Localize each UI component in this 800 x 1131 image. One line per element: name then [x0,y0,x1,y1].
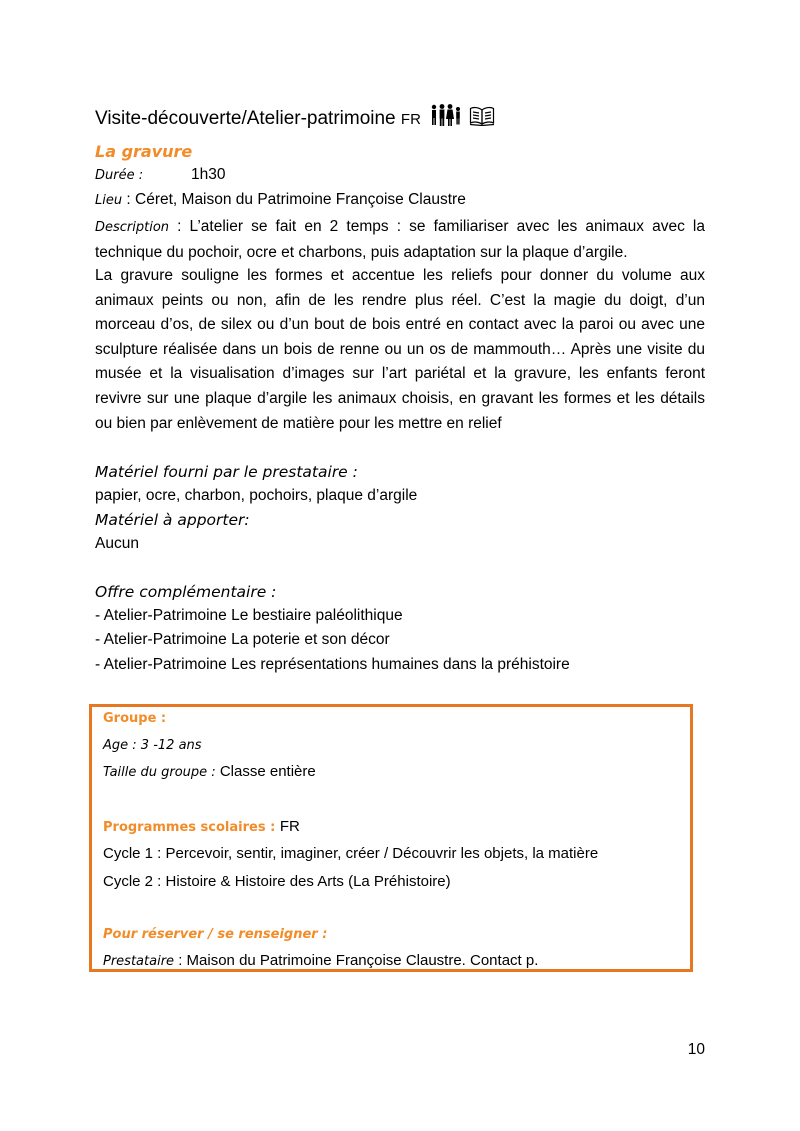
groupe-heading: Groupe : [103,711,167,726]
taille-label: Taille du groupe : [103,765,220,780]
duree-value: 1h30 [191,166,226,183]
age-line [103,736,202,753]
lieu-value: : Céret, Maison du Patrimoine Françoise Claustre [122,191,466,208]
page-number: 10 [687,1041,705,1058]
offre-label: Offre complémentaire : [95,583,277,601]
age-value: 3 -12 ans [140,738,202,753]
materiel-fourni-label: Matériel fourni par le prestataire : [95,463,358,481]
audience-icons [430,104,495,132]
lieu-line [95,191,466,209]
offre-item: - Atelier-Patrimoine Le bestiaire paléolithique [95,607,403,624]
header-lang: FR [400,111,421,128]
cycle-1: Cycle 1 : Percevoir, sentir, imaginer, créer / Découvrir les objets, la matière [103,845,599,862]
offre-item: - Atelier-Patrimoine La poterie et son décor [95,631,390,648]
materiel-fourni-value: papier, ocre, charbon, pochoirs, plaque d’argile [95,487,418,504]
programmes-line [103,818,300,835]
programmes-value: FR [279,818,300,835]
description-text-1: : L’atelier se fait en 2 temps : se familiariser avec les animaux avec la technique du pochoir, ocre et charbons, puis adaptation sur la plaque d’argile. [95,218,705,261]
header-line [95,104,495,132]
lieu-label: Lieu [95,193,123,208]
prestataire-line [103,952,538,969]
prestataire-label: Prestataire [103,954,175,969]
activity-title: La gravure [95,142,193,161]
family-icon [430,104,464,126]
age-label: Age : [103,738,141,753]
cycle-2: Cycle 2 : Histoire & Histoire des Arts (La Préhistoire) [103,873,451,890]
materiel-apporter-label: Matériel à apporter: [95,511,250,529]
taille-value: Classe entière [219,763,316,780]
duree-label: Durée [95,168,135,183]
taille-line [103,763,316,780]
description-paragraph-1 [95,215,705,265]
offre-item: - Atelier-Patrimoine Les représentations humaines dans la préhistoire [95,656,570,673]
materiel-apporter-value: Aucun [95,535,139,552]
prestataire-value: : Maison du Patrimoine Françoise Claustre. Contact p. [174,952,539,969]
book-icon [469,106,495,126]
header-title: Visite-découverte/Atelier-patrimoine [95,108,396,129]
duree-line [95,166,226,184]
info-box [89,704,693,972]
programmes-heading: Programmes scolaires : [103,820,280,835]
reserver-heading: Pour réserver / se renseigner : [103,927,328,942]
description-paragraph-2: La gravure souligne les formes et accentue les reliefs pour donner du volume aux animaux peints ou non, afin de les rendre plus réel. C’est la magie du doigt, d’un morceau d’os, de silex ou d’un bout de bois entré en contact avec la paroi ou avec une sculpture réalisée dans un bois de renne ou un os de mammouth… Après une visite du musée et la visualisation d’images sur l’art pariétal et la gravure, les enfants feront revivre sur une plaque d’argile les animaux choisis, en gravant les formes et les détails ou bien par enlèvement de matière pour les mettre en relief [95,267,705,432]
duree-separator: : [134,168,144,183]
description-label: Description [95,220,170,235]
